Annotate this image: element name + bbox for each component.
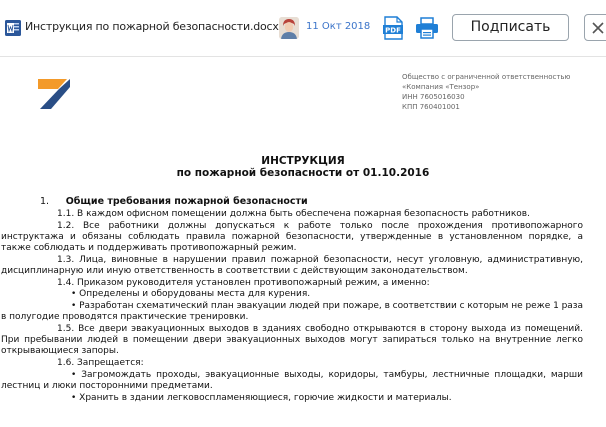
list-item: • Загромождать проходы, эвакуационные выходы, коридоры, тамбуры, лестничные площадки, марши xyxy=(71,370,583,380)
paragraph-line: дисциплинарную или иную ответственность в соответствии с действующим законодательством. xyxy=(1,266,468,276)
list-item: лестниц и люки посторонними предметами. xyxy=(1,381,213,391)
paragraph-line: 1.3. Лица, виновные в нарушении правил пожарной безопасности, несут уголовную, административную, xyxy=(57,255,583,265)
paragraph-line: 1.2. Все работники должны допускаться к работе только после прохождения противопожарного xyxy=(57,221,583,231)
list-item: • Разработан схематический план эвакуации людей при пожаре, в соответствии с которым не реже 1 раза xyxy=(71,301,583,311)
paragraph-line: 1.6. Запрещается: xyxy=(57,358,144,368)
paragraph-line: 1.5. Все двери эвакуационных выходов в зданиях свободно открываются в сторону выхода из помещений. xyxy=(57,324,583,334)
document-icon xyxy=(4,19,22,37)
section-title: Общие требования пожарной безопасности xyxy=(65,196,308,207)
company-line: ИНН 7605016030 xyxy=(402,93,465,101)
section-heading xyxy=(40,197,308,208)
list-item: в полугодие проводятся практические тренировки. xyxy=(1,312,249,322)
company-line: «Компания «Тензор» xyxy=(402,83,480,91)
avatar[interactable] xyxy=(279,17,299,39)
pdf-icon[interactable] xyxy=(382,16,404,40)
section-number: 1. xyxy=(40,196,50,207)
sign-button[interactable]: Подписать xyxy=(452,14,569,41)
company-details xyxy=(402,72,570,112)
tensor-logo xyxy=(37,76,71,110)
paragraph-line: также соблюдать и поддерживать противопожарный режим. xyxy=(1,243,297,253)
close-button[interactable] xyxy=(584,14,606,41)
paragraph-line: 1.4. Приказом руководителя установлен противопожарный режим, а именно: xyxy=(57,278,430,288)
printer-icon[interactable] xyxy=(415,17,439,39)
company-line: КПП 760401001 xyxy=(402,103,460,111)
document-date: 11 Окт 2018 xyxy=(306,21,371,32)
paragraph-line: открывающиеся запоры. xyxy=(1,346,119,356)
paragraph-line: инструктажа и обязаны соблюдать правила пожарной безопасности, утвержденные в установленном порядке, а xyxy=(1,232,583,242)
close-icon xyxy=(591,21,605,35)
company-line: Общество с ограниченной ответственностью xyxy=(402,73,571,81)
file-name[interactable]: Инструкция по пожарной безопасности.docx xyxy=(25,20,279,33)
document-toolbar xyxy=(0,0,606,57)
paragraph-line: 1.1. В каждом офисном помещении должна быть обеспечена пожарная безопасность работников. xyxy=(57,209,530,219)
document-page xyxy=(0,56,606,427)
list-item: • Хранить в здании легковоспламеняющиеся, горючие жидкости и материалы. xyxy=(71,393,452,403)
list-item: • Определены и оборудованы места для курения. xyxy=(71,289,311,299)
svg-text:PDF: PDF xyxy=(385,26,401,35)
document-subtitle: по пожарной безопасности от 01.10.2016 xyxy=(176,167,430,179)
document-title: ИНСТРУКЦИЯ xyxy=(261,155,345,167)
paragraph-line: При пребывании людей в помещении двери эвакуационных выходов могут запираться только на внутренние легко xyxy=(1,335,583,345)
